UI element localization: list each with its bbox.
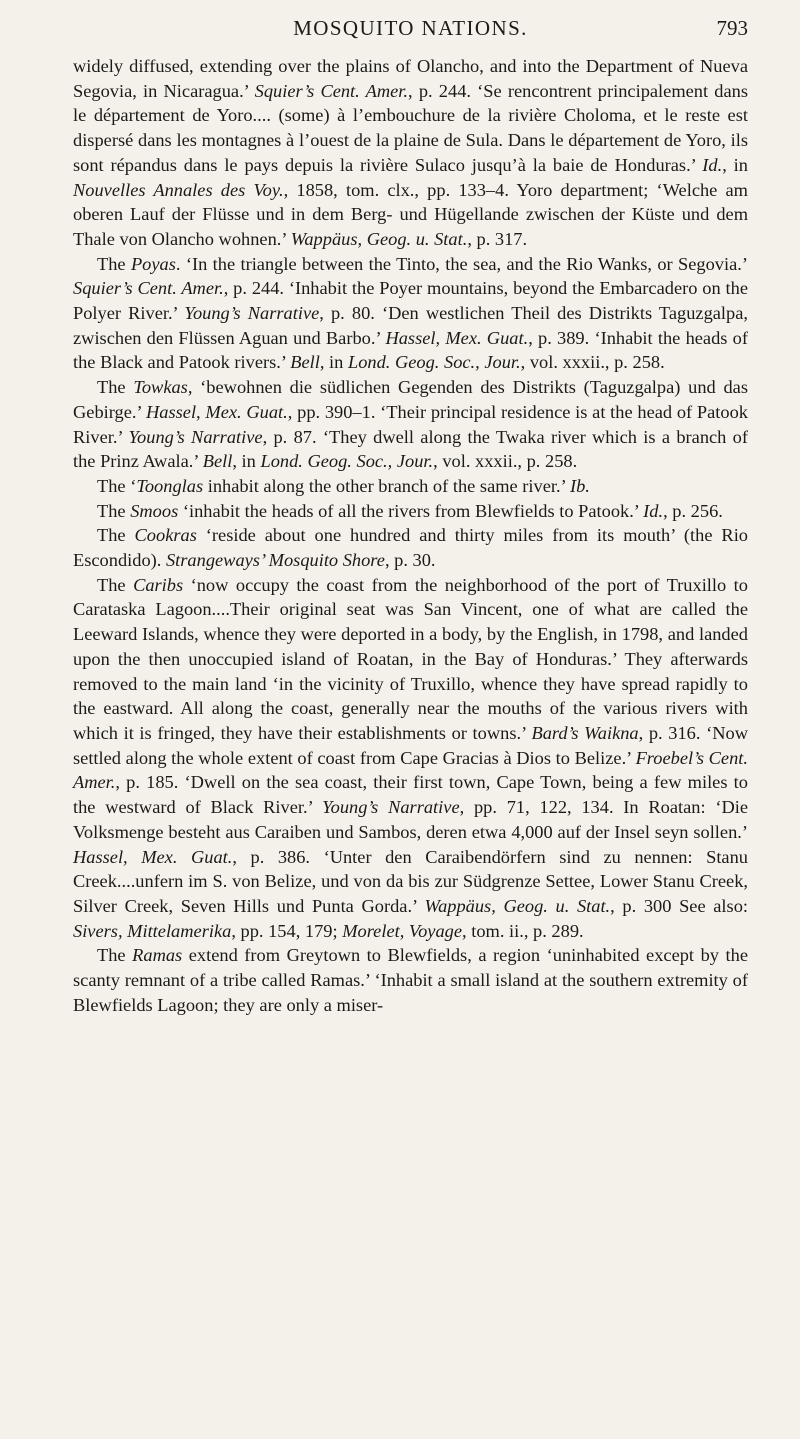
text-run: , in xyxy=(232,451,261,472)
text-run: , p. 185. ‘Dwell on the sea coast, their first town, Cape Town, being a few miles to the westward of Black River.’ xyxy=(73,772,748,818)
text-run: , p. 316. ‘Now settled along the whole extent of coast from Cape Gracias à Dios to Belize.’ xyxy=(73,722,748,768)
text-run: , p. 317. xyxy=(467,228,528,249)
text-run: , tom. ii., p. 289. xyxy=(462,920,584,941)
text-run: The xyxy=(97,525,135,546)
text-run: , p. 256. xyxy=(663,500,723,521)
citation-italic: Bard’s Waikna xyxy=(531,722,639,743)
text-run: , pp. 71, 122, 134. In Roatan: ‘Die Volksmenge besteht aus Caraiben und Sambos, deren etwa 4,000 auf der Insel seyn sollen.’ xyxy=(73,797,748,842)
citation-italic: Squier’s Cent. Amer. xyxy=(73,278,224,299)
text-run: , 1858, tom. clx., pp. 133–4. Yoro department; ‘Welche am oberen Lauf der Flüsse und in dem Berg- und Hügellande zwischen der Küste und dem Thale von Olancho wohnen.’ xyxy=(73,179,748,249)
citation-italic: Id. xyxy=(702,154,723,175)
paragraph-toonglas xyxy=(73,474,748,499)
citation-italic: Strangeways’ Mosquito Shore xyxy=(165,550,385,571)
citation-italic: Lond. Geog. Soc., Jour. xyxy=(347,352,521,373)
text-run: , in xyxy=(319,352,348,373)
citation-italic: Id. xyxy=(643,500,664,521)
citation-italic: Bell xyxy=(290,352,320,373)
citation-italic: Ib. xyxy=(569,475,590,496)
paragraph-jicaques-continued xyxy=(73,54,748,252)
citation-italic: Young’s Narrative xyxy=(128,426,263,447)
citation-italic: Caribs xyxy=(133,574,184,595)
text-run: . ‘In the triangle between the Tinto, the sea, and the Rio Wanks, or Segovia.’ xyxy=(175,253,748,274)
text-run: ‘inhabit the heads of all the rivers from Blewfields to Patook.’ xyxy=(178,500,644,521)
text-run: , p. 87. ‘They dwell along the Twaka river which is a branch of the Prinz Awala.’ xyxy=(73,426,749,472)
text-run: The ‘ xyxy=(97,475,137,496)
paragraph-poyas xyxy=(73,252,748,376)
text-run: ‘now occupy the coast from the neighborhood of the port of Truxillo to Carataska Lagoon....Their original seat was San Vincent, one of what are called the Leeward Islands, whence they were deported in a body, by the English, in 1798, and landed upon the then unoccupied island of Roatan, in the Bay of Honduras.’ They afterwards removed to the main land ‘in the vicinity of Truxillo, whence they have spread rapidly to the eastward. All along the coast, generally near the mouths of the various rivers with which it is fringed, they have their establishments or towns.’ xyxy=(73,574,748,743)
citation-italic: Young’s Narrative xyxy=(184,303,320,324)
citation-italic: Lond. Geog. Soc., Jour. xyxy=(260,451,434,472)
citation-italic: Nouvelles Annales des Voy. xyxy=(73,179,284,200)
citation-italic: Wappäus, Geog. u. Stat. xyxy=(290,228,468,249)
text-run: extend from Greytown to Blewfields, a region ‘uninhabited except by the scanty remnant of a tribe called Ramas.’ ‘Inhabit a small island at the southern extremity of Blewfields Lagoon; they are only a miser- xyxy=(73,945,748,1015)
citation-italic: Hassel, Mex. Guat. xyxy=(73,846,233,867)
text-run: , pp. 154, 179; xyxy=(231,920,343,941)
text-run: , p. 244. ‘Se rencontrent principalement dans le département de Yoro.... (some) à l’embouchure de la rivière Choloma, et le reste est dispersé dans les montagnes à l’ouest de la plaine de Sula. Dans le département de Yoro, ils sont répandus dans le pays depuis la rivière Sulaco jusqu’à la baie de Honduras.’ xyxy=(73,80,749,175)
text-run: The xyxy=(97,574,134,595)
running-title: MOSQUITO NATIONS. xyxy=(293,16,528,40)
citation-italic: Hassel, Mex. Guat. xyxy=(385,327,529,348)
page-number: 793 xyxy=(716,16,748,40)
paragraph-ramas xyxy=(73,943,748,1017)
citation-italic: Ramas xyxy=(132,945,183,966)
text-run: inhabit along the other branch of the same river.’ xyxy=(203,475,570,496)
citation-italic: Froebel’s Cent. Amer. xyxy=(73,747,748,793)
text-run: , p. 30. xyxy=(384,550,436,571)
text-run: The xyxy=(97,500,131,521)
text-run: , p. 300 See also: xyxy=(610,895,749,916)
text-run: widely diffused, extending over the plains of Olancho, and into the Department of Nueva Segovia, in Nicaragua.’ xyxy=(73,56,748,101)
citation-italic: Toonglas xyxy=(136,475,204,496)
citation-italic: Morelet, Voyage xyxy=(342,920,463,941)
text-run: , p. 244. ‘Inhabit the Poyer mountains, beyond the Embarcadero on the Polyer River.’ xyxy=(73,278,748,324)
citation-italic: Smoos xyxy=(130,500,179,521)
paragraph-towkas xyxy=(73,375,748,474)
citation-italic: Hassel, Mex. Guat. xyxy=(146,401,288,422)
citation-italic: Cookras xyxy=(134,525,197,546)
citation-italic: Poyas xyxy=(130,253,176,274)
text-run: The xyxy=(97,377,134,398)
text-run: , p. 80. ‘Den westlichen Theil des Distrikts Taguzgalpa, zwischen den Flüssen Aguan und Barbo.’ xyxy=(73,303,748,348)
citation-italic: Wappäus, Geog. u. Stat. xyxy=(424,895,611,916)
body-text xyxy=(73,54,748,1017)
text-run: ‘reside about one hundred and thirty miles from its mouth’ (the Rio Escondido). xyxy=(73,525,748,571)
text-run: , pp. 390–1. ‘Their principal residence is at the head of Patook River.’ xyxy=(73,401,748,447)
citation-italic: Sivers, Mittelamerika xyxy=(73,920,232,941)
paragraph-caribs xyxy=(73,573,748,944)
citation-italic: Bell xyxy=(202,451,233,472)
citation-italic: Towkas xyxy=(133,377,188,398)
paragraph-smoos xyxy=(73,499,748,524)
text-run: The xyxy=(97,253,131,274)
text-run: , ‘bewohnen die südlichen Gegenden des Distrikts (Taguzgalpa) und das Gebirge.’ xyxy=(73,377,748,422)
paragraph-cookras xyxy=(73,523,748,572)
text-run: , p. 386. ‘Unter den Caraibendörfern sind zu nennen: Stanu Creek....unfern im S. von Belize, und von da bis zur Südgrenze Settee, Lower Stanu Creek, Silver Creek, Seven Hills und Punta Gorda.’ xyxy=(73,846,748,916)
text-run: , vol. xxxii., p. 258. xyxy=(520,352,665,373)
text-run: , in xyxy=(722,154,748,175)
running-head xyxy=(73,8,748,48)
text-run: The xyxy=(97,945,133,966)
citation-italic: Young’s Narrative xyxy=(322,797,460,818)
text-run: , p. 389. ‘Inhabit the heads of the Black and Patook rivers.’ xyxy=(73,327,748,373)
citation-italic: Squier’s Cent. Amer. xyxy=(254,80,409,101)
text-run: , vol. xxxii., p. 258. xyxy=(433,451,578,472)
